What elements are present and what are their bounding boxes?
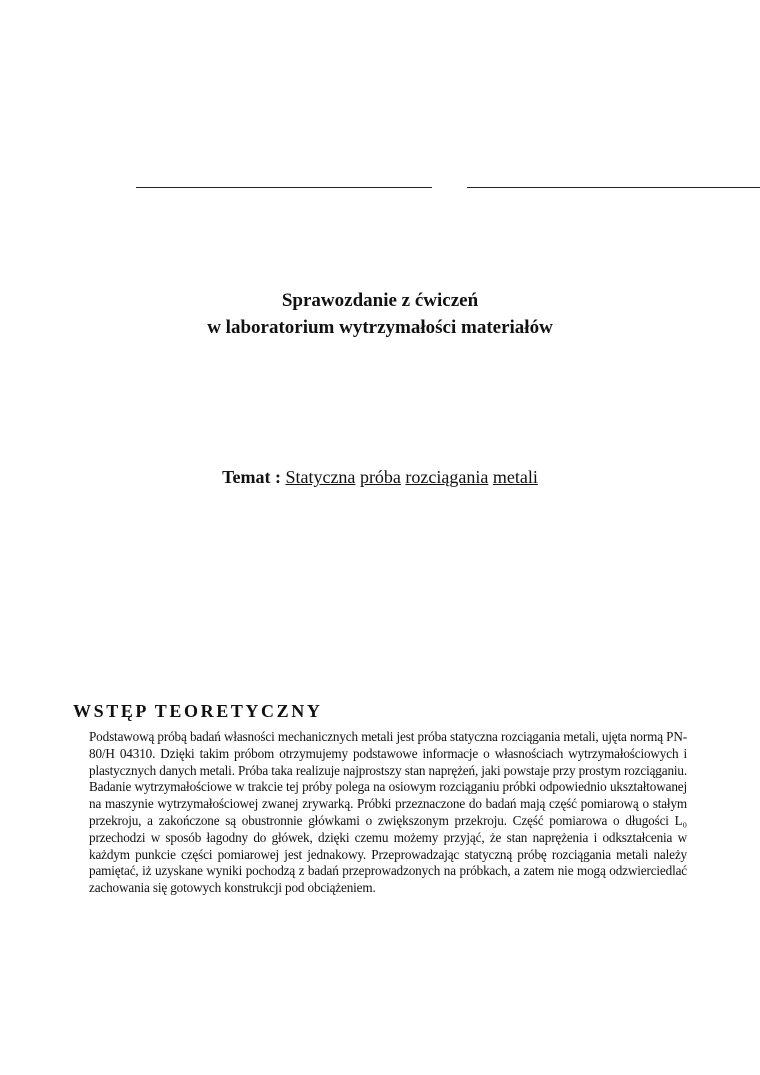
topic-label: Temat : <box>222 467 281 487</box>
topic-line <box>0 467 760 488</box>
topic-word: Statyczna <box>285 467 356 487</box>
topic-word: próba <box>359 467 401 487</box>
signature-line-left <box>136 187 432 188</box>
signature-line-right <box>467 187 760 188</box>
section-paragraph: Podstawową próbą badań własności mechanicznych metali jest próba statyczna rozciągania metali, ujęta normą PN-80/H 04310. Dzięki takim próbom otrzymujemy podstawowe informacje o własnościach wytrzymałościowych i plastycznych danych metali. Próba taka realizuje najprostszy stan naprężeń, jaki powstaje przy prostym rozciąganiu. Badanie wytrzymałościowe w trakcie tej próby polega na osiowym rozciąganiu próbki odpowiednio ukształtowanej na maszynie wytrzymałościowej zwanej zrywarką. Próbki przeznaczone do badań mają część pomiarową o stałym przekroju, a zakończone są obustronnie główkami o zwiększonym przekroju. Część pomiarowa o długości L₀ przechodzi w sposób łagodny do główek, dzięki czemu możemy przyjąć, że stan naprężenia i odkształcenia w każdym punkcie części pomiarowej jest jednakowy. Przeprowadzając statyczną próbę rozciągania metali należy pamiętać, iż uzyskane wyniki pochodzą z badań przeprowadzonych na próbkach, a zatem nie mogą odzwierciedlać zachowania się gotowych konstrukcji pod obciążeniem. <box>89 729 687 896</box>
topic-word: rozciągania <box>405 467 489 487</box>
report-title-line-1: Sprawozdanie z ćwiczeń <box>281 290 479 311</box>
topic-word: metali <box>492 467 538 487</box>
report-title-line-2: w laboratorium wytrzymałości materiałów <box>207 317 553 338</box>
section-heading: WSTĘP TEORETYCZNY <box>73 701 323 721</box>
